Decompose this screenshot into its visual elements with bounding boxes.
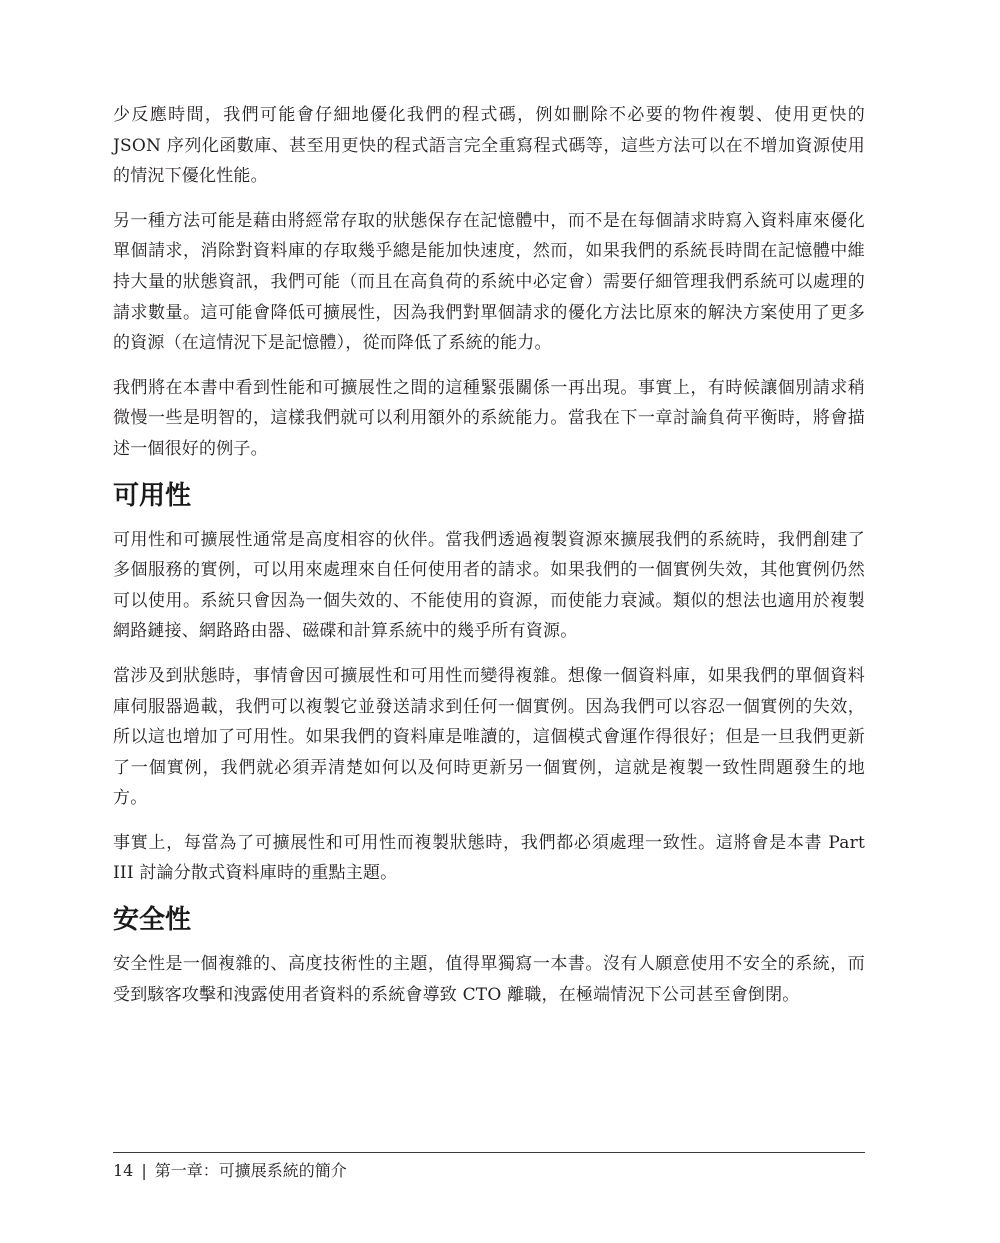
paragraph-performance-scalability-tension: 我們將在本書中看到性能和可擴展性之間的這種緊張關係一再出現。事實上，有時候讓個別請求稍微慢一些是明智的，這樣我們就可以利用額外的系統能力。當我在下一章討論負荷平衡時，將會描述一個很好的例子。 (113, 377, 865, 459)
page-body (113, 100, 865, 1010)
paragraph-security: 安全性是一個複雜的、高度技術性的主題，值得單獨寫一本書。沒有人願意使用不安全的系統，而受到駭客攻擊和洩露使用者資料的系統會導致 CTO 離職，在極端情況下公司甚至會倒閉。 (113, 954, 865, 1005)
paragraph-availability-replication: 可用性和可擴展性通常是高度相容的伙伴。當我們透過複製資源來擴展我們的系統時，我們創建了多個服務的實例，可以用來處理來自任何使用者的請求。如果我們的一個實例失效，其他實例仍然可以使用。系統只會因為一個失效的、不能使用的資源，而使能力衰減。類似的想法也適用於複製網路鏈接、網路路由器、磁碟和計算系統中的幾乎所有資源。 (113, 529, 865, 642)
footer-separator: | (141, 1161, 147, 1180)
section-heading-security: 安全性 (113, 905, 192, 936)
paragraph-performance-optimization: 少反應時間，我們可能會仔細地優化我們的程式碼，例如刪除不必要的物件複製、使用更快的 JSON 序列化函數庫、甚至用更快的程式語言完全重寫程式碼等，這些方法可以在不增加資源使用的情況下優化性能。 (113, 105, 865, 187)
chapter-title: 第一章：可擴展系統的簡介 (154, 1161, 347, 1180)
paragraph-in-memory-state: 另一種方法可能是藉由將經常存取的狀態保存在記憶體中，而不是在每個請求時寫入資料庫來優化單個請求，消除對資料庫的存取幾乎總是能加快速度，然而，如果我們的系統長時間在記憶體中維持大量的狀態資訊，我們可能（而且在高負荷的系統中必定會）需要仔細管理我們系統可以處理的請求數量。這可能會降低可擴展性，因為我們對單個請求的優化方法比原來的解決方案使用了更多的資源（在這情況下是記憶體），從而降低了系統的能力。 (113, 210, 865, 354)
page-number: 14 (113, 1161, 134, 1180)
page-footer (113, 1152, 865, 1183)
paragraph-state-complexity: 當涉及到狀態時，事情會因可擴展性和可用性而變得複雜。想像一個資料庫，如果我們的單個資料庫伺服器過載，我們可以複製它並發送請求到任何一個實例。因為我們可以容忍一個實例的失效，所以這也增加了可用性。如果我們的資料庫是唯讀的，這個模式會運作得很好；但是一旦我們更新了一個實例，我們就必須弄清楚如何以及何時更新另一個實例，這就是複製一致性問題發生的地方。 (113, 665, 865, 809)
section-heading-availability: 可用性 (113, 480, 192, 511)
paragraph-consistency: 事實上，每當為了可擴展性和可用性而複製狀態時，我們都必須處理一致性。這將會是本書 Part III 討論分散式資料庫時的重點主題。 (113, 832, 865, 884)
